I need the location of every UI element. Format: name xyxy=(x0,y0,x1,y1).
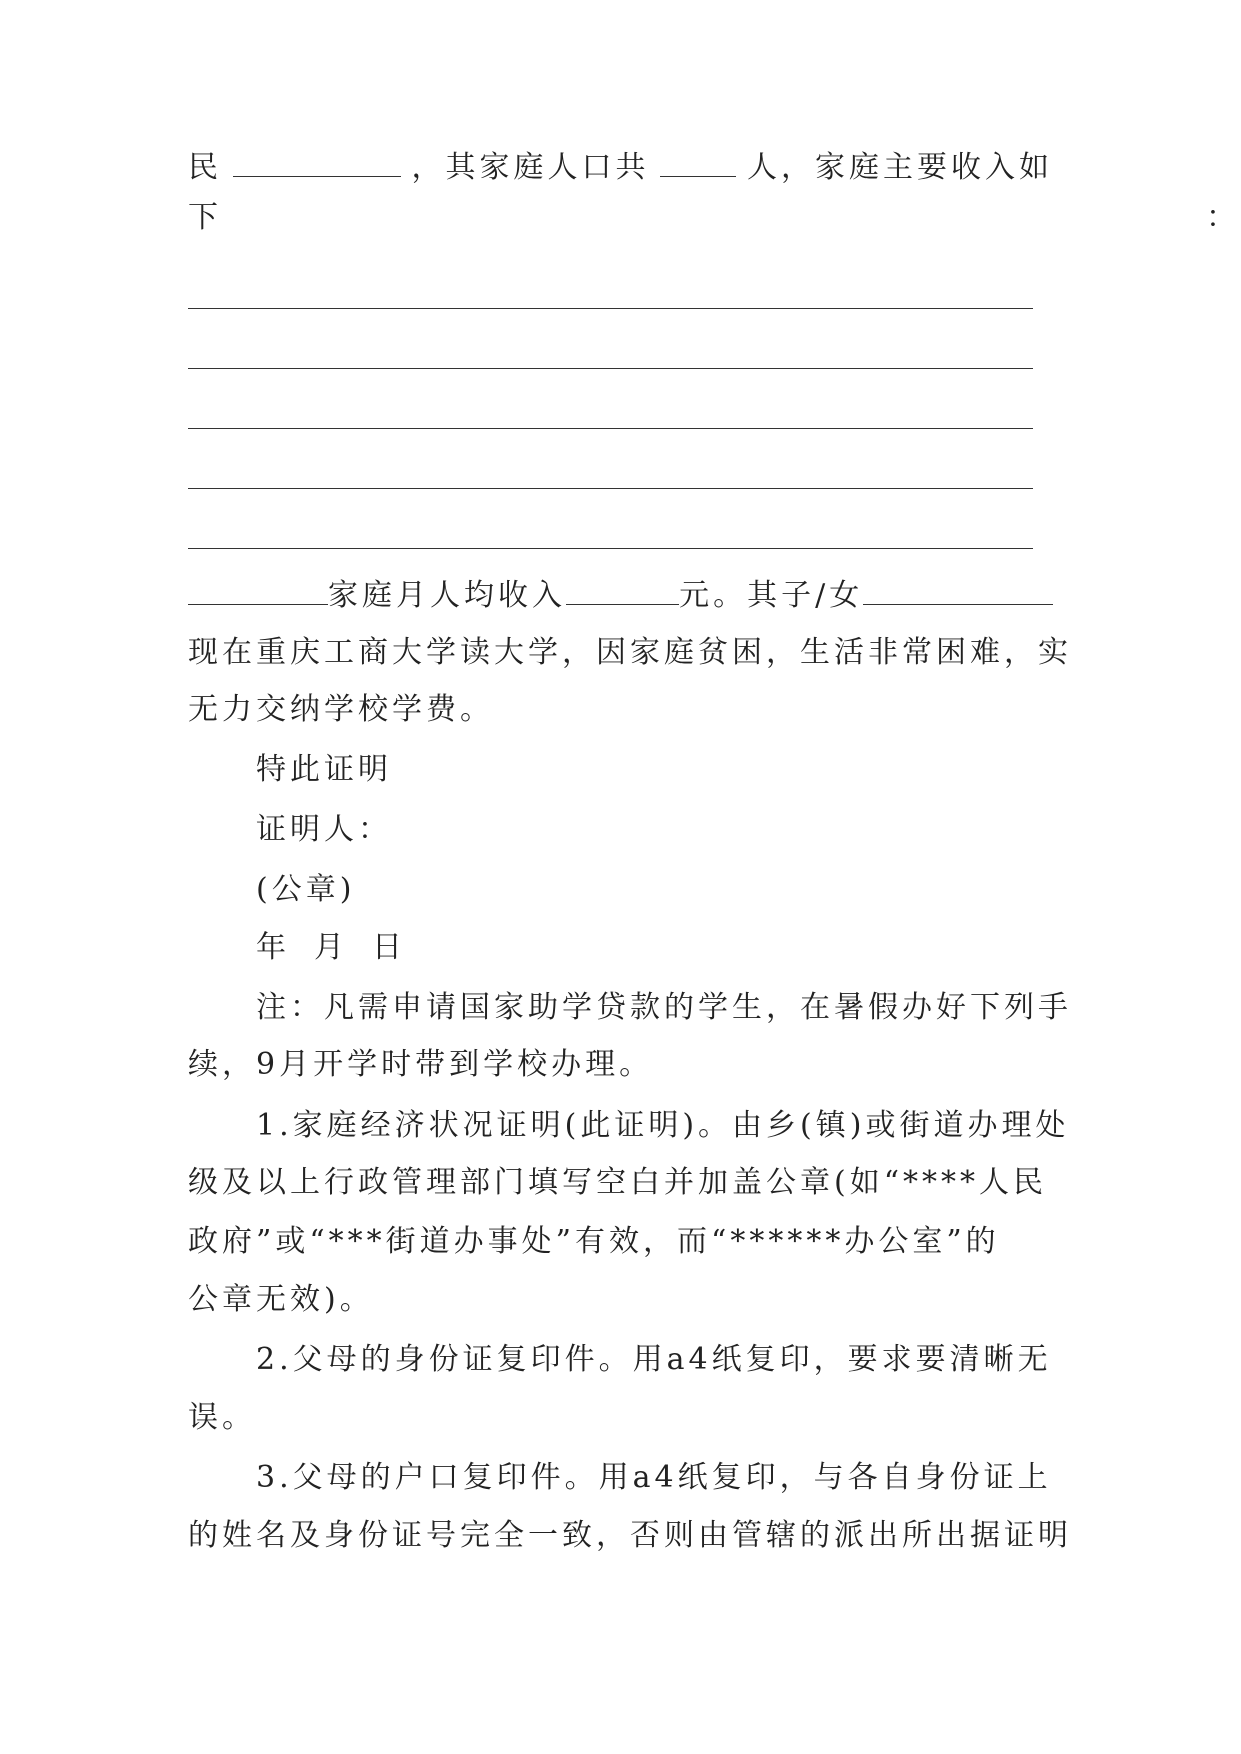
item-2-line-1: 2.父母的身份证复印件。用a4纸复印，要求要清晰无 xyxy=(256,1342,1052,1377)
certify-text: 特此证明 xyxy=(256,752,392,787)
text-segment: 家庭月人均收入 xyxy=(327,578,566,613)
colon-mark: ： xyxy=(1206,200,1236,235)
paragraph-line-4: 现在重庆工商大学读大学，因家庭贫困，生活非常困难，实 xyxy=(188,635,1072,670)
paragraph-line-2 xyxy=(188,198,1236,238)
blank-rule xyxy=(188,308,1033,309)
seal-label: (公章) xyxy=(256,872,356,907)
paragraph-line-1 xyxy=(188,148,1053,188)
fill-blank-residence xyxy=(233,148,401,177)
fill-blank-family xyxy=(188,576,328,605)
fill-blank-family-size xyxy=(660,148,736,177)
paragraph-line-3 xyxy=(188,576,1053,616)
paragraph-line-5: 无力交纳学校学费。 xyxy=(188,692,494,727)
blank-rule xyxy=(188,548,1033,549)
blank-rule xyxy=(188,488,1033,489)
date-month: 月 xyxy=(314,930,344,965)
item-2-line-2: 误。 xyxy=(188,1400,256,1435)
date-year: 年 xyxy=(256,930,286,965)
fill-blank-income xyxy=(566,576,679,605)
certifier-label: 证明人： xyxy=(256,812,392,847)
text-segment: 元。其子/女 xyxy=(679,578,864,613)
text-segment: 下 xyxy=(188,200,222,235)
item-3-line-1: 3.父母的户口复印件。用a4纸复印，与各自身份证上 xyxy=(256,1460,1052,1495)
blank-rule xyxy=(188,368,1033,369)
item-1-line-1: 1.家庭经济状况证明(此证明)。由乡(镇)或街道办理处 xyxy=(256,1108,1070,1143)
item-1-line-2: 级及以上行政管理部门填写空白并加盖公章(如“****人民 xyxy=(188,1165,1048,1200)
date-day: 日 xyxy=(372,930,402,965)
text-segment: 人，家庭主要收入如 xyxy=(747,150,1053,185)
fill-blank-child-name xyxy=(863,576,1053,605)
note-line-2: 续，9月开学时带到学校办理。 xyxy=(188,1047,654,1082)
blank-rule xyxy=(188,428,1033,429)
item-1-line-3: 政府”或“***街道办事处”有效，而“******办公室”的 xyxy=(188,1224,1000,1259)
date-line xyxy=(256,928,1053,968)
note-line-1: 注：凡需申请国家助学贷款的学生，在暑假办好下列手 xyxy=(256,990,1072,1025)
text-segment: 民 xyxy=(188,150,222,185)
text-segment: ，其家庭人口共 xyxy=(411,150,650,185)
item-3-line-2: 的姓名及身份证号完全一致，否则由管辖的派出所出据证明 xyxy=(188,1518,1072,1553)
item-1-line-4: 公章无效)。 xyxy=(188,1282,374,1317)
